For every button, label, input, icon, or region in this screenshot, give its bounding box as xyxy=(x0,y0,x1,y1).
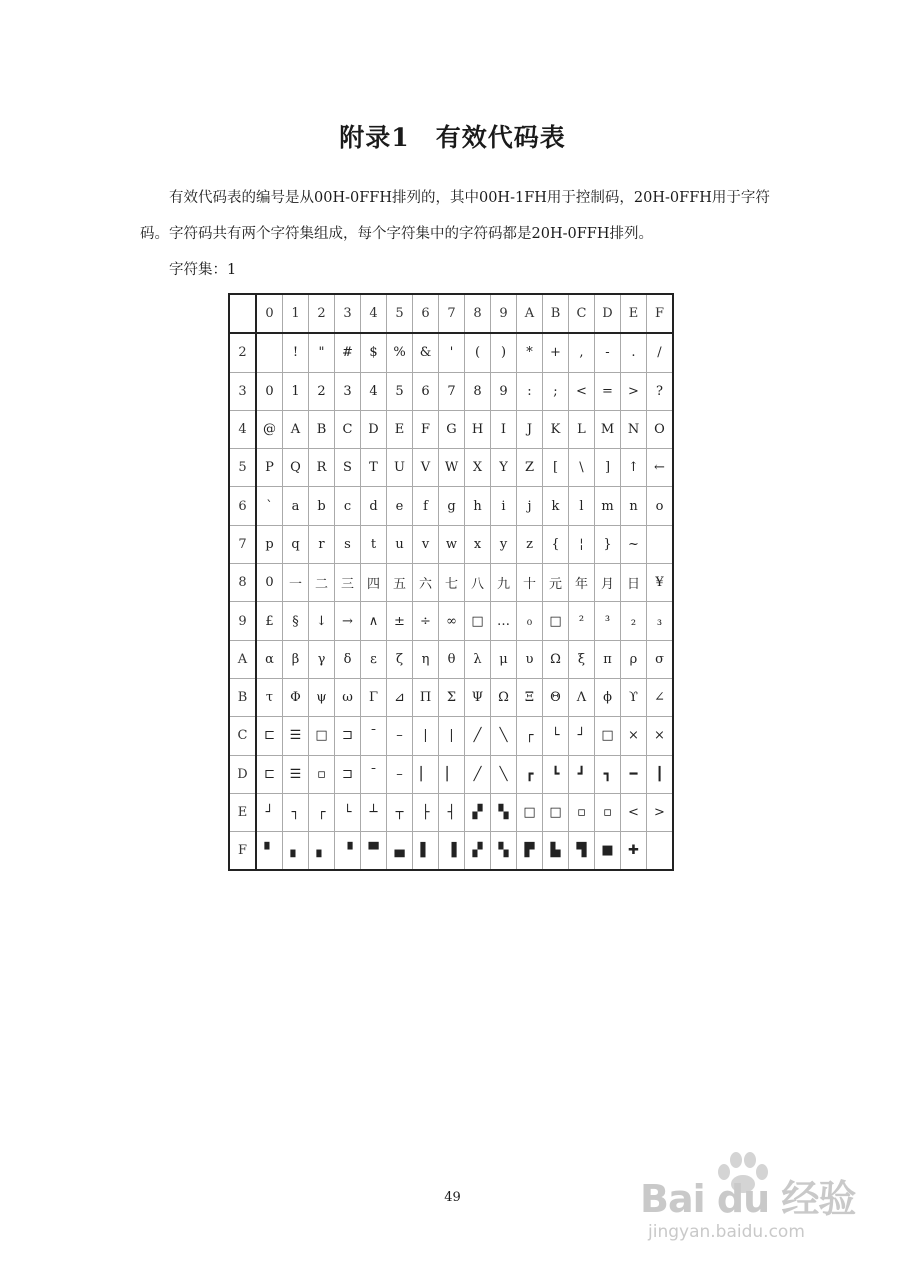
code-cell: ¯ xyxy=(361,717,387,755)
code-cell: ( xyxy=(465,333,491,372)
code-cell: 年 xyxy=(569,564,595,602)
code-cell: ₂ xyxy=(621,602,647,640)
code-cell: α xyxy=(256,640,283,678)
code-cell: ╲ xyxy=(491,717,517,755)
row-header: D xyxy=(229,755,256,793)
code-cell: = xyxy=(595,372,621,410)
code-cell: Γ xyxy=(361,678,387,716)
code-cell: O xyxy=(647,410,674,448)
code-cell: ⊐ xyxy=(335,755,361,793)
code-cell: a xyxy=(283,487,309,525)
code-cell: υ xyxy=(517,640,543,678)
table-row xyxy=(229,717,673,755)
column-header: 9 xyxy=(491,294,517,333)
code-cell: } xyxy=(595,525,621,563)
code-cell: Z xyxy=(517,449,543,487)
code-cell: u xyxy=(387,525,413,563)
code-cell: ▀ xyxy=(361,832,387,871)
code-cell: 2 xyxy=(309,372,335,410)
code-cell: P xyxy=(256,449,283,487)
code-cell: ▐ xyxy=(439,832,465,871)
code-cell: ⊏ xyxy=(256,755,283,793)
code-cell: C xyxy=(335,410,361,448)
code-cell: ω xyxy=(335,678,361,716)
table-row xyxy=(229,564,673,602)
code-cell: : xyxy=(517,372,543,410)
code-cell: j xyxy=(517,487,543,525)
intro-paragraph: 有效代码表的编号是从00H-0FFH排列的，其中00H-1FH用于控制码，20H-0FFH用于字符码。字符码共有两个字符集组成，每个字符集中的字符码都是20H-0FFH排列。 xyxy=(140,190,770,242)
column-header: 5 xyxy=(387,294,413,333)
column-header: 7 xyxy=(439,294,465,333)
code-cell: Λ xyxy=(569,678,595,716)
code-cell: ⊿ xyxy=(387,678,413,716)
code-cell: ▏ xyxy=(439,755,465,793)
code-cell: 一 xyxy=(283,564,309,602)
code-cell: ` xyxy=(256,487,283,525)
page-title: 附录1 有效代码表 xyxy=(339,123,566,152)
baidu-watermark xyxy=(640,1150,870,1260)
code-cell: N xyxy=(621,410,647,448)
code-cell: – xyxy=(387,717,413,755)
row-header: 5 xyxy=(229,449,256,487)
code-cell: 4 xyxy=(361,372,387,410)
code-cell: g xyxy=(439,487,465,525)
code-cell: ▄ xyxy=(387,832,413,871)
code-cell: ━ xyxy=(621,755,647,793)
code-cell: y xyxy=(491,525,517,563)
code-cell: ▖ xyxy=(283,832,309,871)
code-cell: @ xyxy=(256,410,283,448)
code-cell: ☰ xyxy=(283,755,309,793)
code-cell: 七 xyxy=(439,564,465,602)
row-header: 7 xyxy=(229,525,256,563)
code-cell: $ xyxy=(361,333,387,372)
table-header-row xyxy=(229,294,673,333)
code-cell xyxy=(256,333,283,372)
code-cell: ¥ xyxy=(647,564,674,602)
code-cell: × xyxy=(621,717,647,755)
row-header: 6 xyxy=(229,487,256,525)
code-cell: 二 xyxy=(309,564,335,602)
table-row xyxy=(229,487,673,525)
code-cell: ┤ xyxy=(439,793,465,831)
code-cell: σ xyxy=(647,640,674,678)
code-cell: o xyxy=(647,487,674,525)
table-row xyxy=(229,640,673,678)
code-cell: ϒ xyxy=(621,678,647,716)
code-cell: □ xyxy=(465,602,491,640)
code-cell: r xyxy=(309,525,335,563)
code-cell: ■ xyxy=(595,832,621,871)
code-cell: ↑ xyxy=(621,449,647,487)
code-cell: ▝ xyxy=(335,832,361,871)
code-cell: ) xyxy=(491,333,517,372)
row-header: F xyxy=(229,832,256,871)
code-cell: ¦ xyxy=(569,525,595,563)
code-cell: ε xyxy=(361,640,387,678)
page-number: 49 xyxy=(444,1190,461,1205)
code-cell: ▫ xyxy=(595,793,621,831)
code-cell: ³ xyxy=(595,602,621,640)
code-cell: ζ xyxy=(387,640,413,678)
code-cell: § xyxy=(283,602,309,640)
code-cell: | xyxy=(439,717,465,755)
code-cell: X xyxy=(465,449,491,487)
code-cell: □ xyxy=(517,793,543,831)
code-cell: □ xyxy=(543,602,569,640)
code-cell: V xyxy=(413,449,439,487)
row-header: 4 xyxy=(229,410,256,448)
code-cell: 十 xyxy=(517,564,543,602)
code-cell: W xyxy=(439,449,465,487)
code-cell: 三 xyxy=(335,564,361,602)
code-cell: 5 xyxy=(387,372,413,410)
code-cell: ₀ xyxy=(517,602,543,640)
code-cell: ± xyxy=(387,602,413,640)
code-cell: q xyxy=(283,525,309,563)
code-cell: … xyxy=(491,602,517,640)
code-cell: H xyxy=(465,410,491,448)
code-cell: × xyxy=(647,717,674,755)
column-header: F xyxy=(647,294,674,333)
charset-label: 字符集：1 xyxy=(169,262,237,278)
code-cell: ∧ xyxy=(361,602,387,640)
code-cell: ϕ xyxy=(595,678,621,716)
row-header: 8 xyxy=(229,564,256,602)
code-cell: + xyxy=(543,333,569,372)
code-cell: ┘ xyxy=(256,793,283,831)
code-cell: p xyxy=(256,525,283,563)
code-cell: c xyxy=(335,487,361,525)
code-cell: b xyxy=(309,487,335,525)
code-cell: < xyxy=(569,372,595,410)
column-header: C xyxy=(569,294,595,333)
code-cell: Ξ xyxy=(517,678,543,716)
code-cell: ¯ xyxy=(361,755,387,793)
watermark-logo: Bai du 经验 xyxy=(640,1177,856,1221)
code-cell: J xyxy=(517,410,543,448)
column-header: 0 xyxy=(256,294,283,333)
code-cell: π xyxy=(595,640,621,678)
row-header: 2 xyxy=(229,333,256,372)
row-header: B xyxy=(229,678,256,716)
code-cell: 元 xyxy=(543,564,569,602)
code-cell: 日 xyxy=(621,564,647,602)
code-cell: z xyxy=(517,525,543,563)
code-cell: 0 xyxy=(256,372,283,410)
code-cell: ₃ xyxy=(647,602,674,640)
code-cell: – xyxy=(387,755,413,793)
table-row xyxy=(229,755,673,793)
code-cell: . xyxy=(621,333,647,372)
code-cell: → xyxy=(335,602,361,640)
code-cell: K xyxy=(543,410,569,448)
code-cell: T xyxy=(361,449,387,487)
code-cell: Φ xyxy=(283,678,309,716)
code-cell: δ xyxy=(335,640,361,678)
code-cell: └ xyxy=(543,717,569,755)
code-cell: Π xyxy=(413,678,439,716)
code-cell: 6 xyxy=(413,372,439,410)
code-cell: ▙ xyxy=(543,832,569,871)
code-cell: \ xyxy=(569,449,595,487)
table-row xyxy=(229,525,673,563)
code-cell: Σ xyxy=(439,678,465,716)
code-cell: 四 xyxy=(361,564,387,602)
code-cell: & xyxy=(413,333,439,372)
column-header: 2 xyxy=(309,294,335,333)
column-header: A xyxy=(517,294,543,333)
code-cell: ▚ xyxy=(491,793,517,831)
code-cell: > xyxy=(621,372,647,410)
code-cell: ÷ xyxy=(413,602,439,640)
code-cell: ! xyxy=(283,333,309,372)
code-cell: ╱ xyxy=(465,755,491,793)
code-cell: □ xyxy=(595,717,621,755)
code-cell: 3 xyxy=(335,372,361,410)
code-cell: £ xyxy=(256,602,283,640)
code-cell: ⊏ xyxy=(256,717,283,755)
row-header: 9 xyxy=(229,602,256,640)
code-cell: ξ xyxy=(569,640,595,678)
code-cell: ] xyxy=(595,449,621,487)
code-cell: ☰ xyxy=(283,717,309,755)
code-cell: ┃ xyxy=(647,755,674,793)
code-cell: n xyxy=(621,487,647,525)
code-cell: % xyxy=(387,333,413,372)
code-cell: 7 xyxy=(439,372,465,410)
code-cell: ▫ xyxy=(309,755,335,793)
code-cell: D xyxy=(361,410,387,448)
code-cell: [ xyxy=(543,449,569,487)
code-cell: # xyxy=(335,333,361,372)
code-cell: / xyxy=(647,333,674,372)
code-cell: ┬ xyxy=(387,793,413,831)
code-cell: t xyxy=(361,525,387,563)
code-cell: ² xyxy=(569,602,595,640)
code-cell: 1 xyxy=(283,372,309,410)
code-cell: x xyxy=(465,525,491,563)
code-cell: h xyxy=(465,487,491,525)
code-cell: - xyxy=(595,333,621,372)
code-cell: l xyxy=(569,487,595,525)
code-cell: f xyxy=(413,487,439,525)
code-cell: ∞ xyxy=(439,602,465,640)
code-cell: ✚ xyxy=(621,832,647,871)
code-cell: ╱ xyxy=(465,717,491,755)
code-cell: 九 xyxy=(491,564,517,602)
code-cell: 8 xyxy=(465,372,491,410)
column-header: 4 xyxy=(361,294,387,333)
table-corner xyxy=(229,294,256,333)
code-cell: μ xyxy=(491,640,517,678)
column-header: 8 xyxy=(465,294,491,333)
code-cell: ▞ xyxy=(465,832,491,871)
code-cell: k xyxy=(543,487,569,525)
row-header: 3 xyxy=(229,372,256,410)
watermark-url: jingyan.baidu.com xyxy=(648,1222,805,1242)
code-cell: τ xyxy=(256,678,283,716)
code-cell: Θ xyxy=(543,678,569,716)
code-cell: S xyxy=(335,449,361,487)
code-cell: Ω xyxy=(491,678,517,716)
code-cell: > xyxy=(647,793,674,831)
code-cell: 八 xyxy=(465,564,491,602)
table-row xyxy=(229,333,673,372)
code-cell: ▚ xyxy=(491,832,517,871)
code-cell: 五 xyxy=(387,564,413,602)
code-cell: λ xyxy=(465,640,491,678)
code-cell: ├ xyxy=(413,793,439,831)
code-cell: M xyxy=(595,410,621,448)
table-row xyxy=(229,449,673,487)
code-cell: Q xyxy=(283,449,309,487)
code-cell: ┌ xyxy=(517,717,543,755)
code-cell: m xyxy=(595,487,621,525)
code-cell: I xyxy=(491,410,517,448)
table-row xyxy=(229,410,673,448)
code-cell: 9 xyxy=(491,372,517,410)
column-header: 1 xyxy=(283,294,309,333)
code-cell: s xyxy=(335,525,361,563)
code-cell: ┏ xyxy=(517,755,543,793)
code-cell: { xyxy=(543,525,569,563)
code-cell: Ω xyxy=(543,640,569,678)
table-row xyxy=(229,678,673,716)
code-cell: ~ xyxy=(621,525,647,563)
code-cell: ∠ xyxy=(647,678,674,716)
row-header: A xyxy=(229,640,256,678)
code-cell: F xyxy=(413,410,439,448)
code-cell: ┓ xyxy=(595,755,621,793)
code-cell: B xyxy=(309,410,335,448)
code-cell xyxy=(647,525,674,563)
table-row xyxy=(229,793,673,831)
code-cell: ; xyxy=(543,372,569,410)
code-cell: β xyxy=(283,640,309,678)
code-cell xyxy=(647,832,674,871)
column-header: B xyxy=(543,294,569,333)
code-table xyxy=(228,293,674,871)
code-cell: i xyxy=(491,487,517,525)
code-cell: ▛ xyxy=(517,832,543,871)
column-header: E xyxy=(621,294,647,333)
code-cell: η xyxy=(413,640,439,678)
code-cell: ▌ xyxy=(413,832,439,871)
column-header: 6 xyxy=(413,294,439,333)
code-cell: ? xyxy=(647,372,674,410)
code-cell: | xyxy=(413,717,439,755)
code-cell: E xyxy=(387,410,413,448)
code-cell: └ xyxy=(335,793,361,831)
code-cell: d xyxy=(361,487,387,525)
code-cell: ╲ xyxy=(491,755,517,793)
code-cell: ┘ xyxy=(569,717,595,755)
code-cell: θ xyxy=(439,640,465,678)
code-cell: □ xyxy=(309,717,335,755)
code-cell: ▞ xyxy=(465,793,491,831)
code-cell: G xyxy=(439,410,465,448)
code-cell: U xyxy=(387,449,413,487)
code-cell: < xyxy=(621,793,647,831)
code-cell: □ xyxy=(543,793,569,831)
code-cell: ψ xyxy=(309,678,335,716)
code-cell: ⊐ xyxy=(335,717,361,755)
code-cell: R xyxy=(309,449,335,487)
code-cell: 月 xyxy=(595,564,621,602)
code-cell: v xyxy=(413,525,439,563)
code-cell: γ xyxy=(309,640,335,678)
code-cell: e xyxy=(387,487,413,525)
code-cell: Ψ xyxy=(465,678,491,716)
code-cell: L xyxy=(569,410,595,448)
table-row xyxy=(229,602,673,640)
code-cell: ▜ xyxy=(569,832,595,871)
code-cell: ┐ xyxy=(283,793,309,831)
code-cell: ▏ xyxy=(413,755,439,793)
row-header: E xyxy=(229,793,256,831)
column-header: 3 xyxy=(335,294,361,333)
code-cell: w xyxy=(439,525,465,563)
code-cell: A xyxy=(283,410,309,448)
code-cell: ┌ xyxy=(309,793,335,831)
code-cell: ┛ xyxy=(569,755,595,793)
code-cell: , xyxy=(569,333,595,372)
code-cell: ' xyxy=(439,333,465,372)
code-cell: " xyxy=(309,333,335,372)
column-header: D xyxy=(595,294,621,333)
code-cell: ▖ xyxy=(309,832,335,871)
table-row xyxy=(229,832,673,871)
table-row xyxy=(229,372,673,410)
code-cell: ← xyxy=(647,449,674,487)
code-cell: ▫ xyxy=(569,793,595,831)
code-cell: Y xyxy=(491,449,517,487)
code-cell: ┴ xyxy=(361,793,387,831)
code-cell: 六 xyxy=(413,564,439,602)
row-header: C xyxy=(229,717,256,755)
code-cell: ↓ xyxy=(309,602,335,640)
code-cell: ┗ xyxy=(543,755,569,793)
code-cell: * xyxy=(517,333,543,372)
code-cell: ▘ xyxy=(256,832,283,871)
code-cell: 0 xyxy=(256,564,283,602)
code-cell: ρ xyxy=(621,640,647,678)
